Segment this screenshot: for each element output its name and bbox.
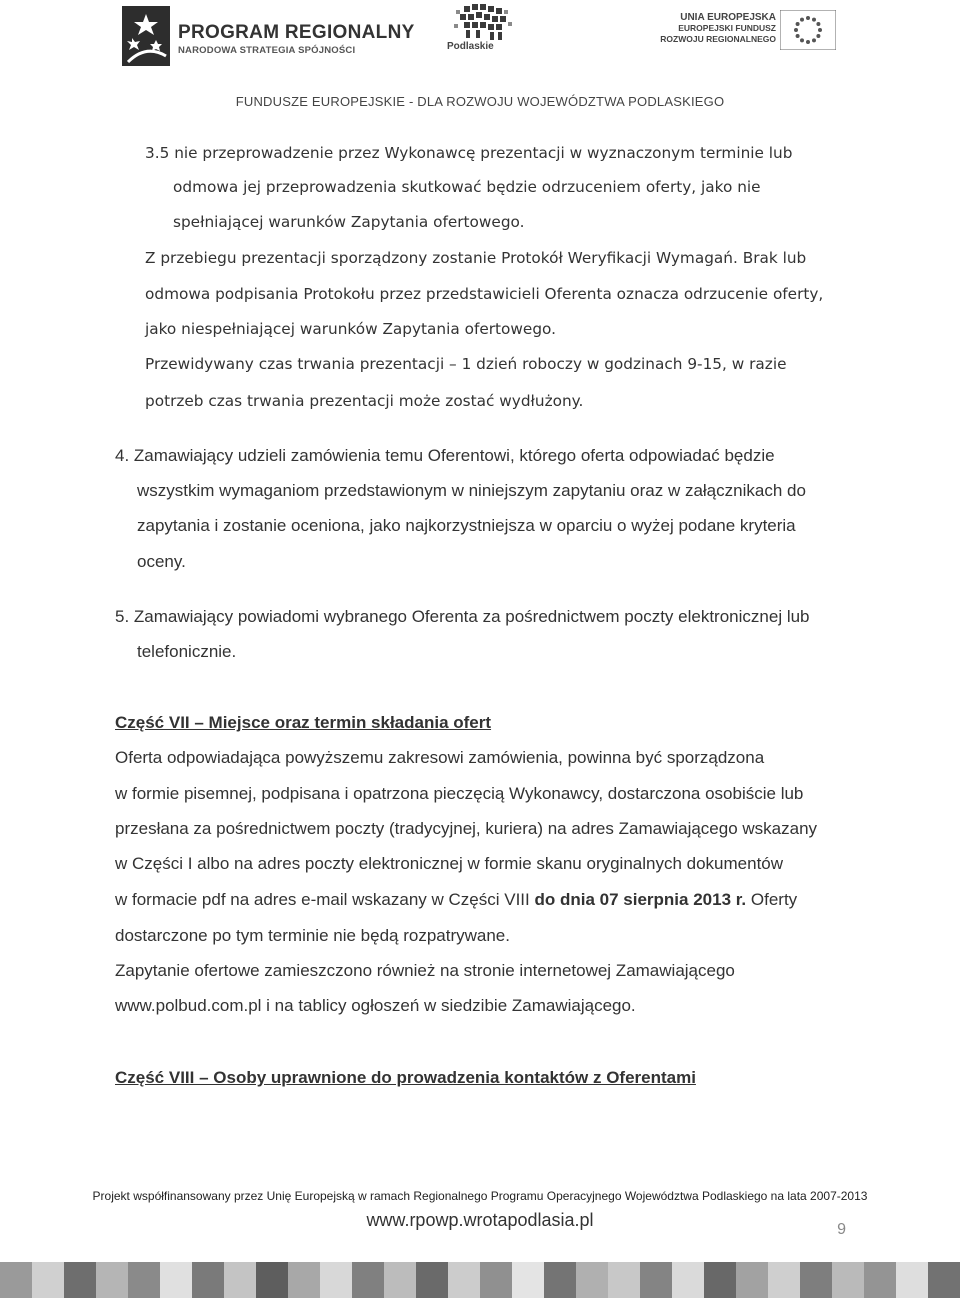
- item4-line-3: zapytania i zostanie oceniona, jako najkorzystniejsza w oparciu o wyżej podane kryteria: [137, 516, 796, 535]
- item35-line-2: odmowa jej przeprowadzenia skutkować będzie odrzuceniem oferty, jako nie: [173, 178, 761, 196]
- footer-cofinancing-note: Projekt współfinansowany przez Unię Europejską w ramach Regionalnego Programu Operacyjnego Województwa Podlaskiego na lata 2007-2013: [92, 1189, 868, 1203]
- section7-line-5: [115, 889, 797, 911]
- item4-line-2: wszystkim wymaganiom przedstawionym w niniejszym zapytaniu oraz w załącznikach do: [137, 481, 806, 500]
- item35-line-6: jako niespełniającej warunków Zapytania ofertowego.: [145, 320, 556, 338]
- section7-line-5-pre: w formacie pdf na adres e-mail wskazany w Części VIII: [115, 890, 530, 909]
- section7-line-3: przesłana za pośrednictwem poczty (tradycyjnej, kuriera) na adres Zamawiającego wskazany: [115, 819, 818, 838]
- item35-line-5: odmowa podpisania Protokołu przez przedstawicieli Oferenta oznacza odrzucenie oferty,: [145, 285, 824, 303]
- eu-logo: [656, 10, 836, 60]
- item35-line-4: Z przebiegu prezentacji sporządzony zostanie Protokół Weryfikacji Wymagań. Brak lub: [145, 249, 807, 267]
- section7-heading: Część VII – Miejsce oraz termin składania ofert: [115, 713, 492, 732]
- header-tagline: FUNDUSZE EUROPEJSKIE - DLA ROZWOJU WOJEWÓDZTWA PODLASKIEGO: [235, 94, 725, 109]
- section7-line-5-post: Oferty: [750, 890, 798, 909]
- logo-mid-caption: Podlaskie: [447, 41, 494, 52]
- section7-line-8: www.polbud.com.pl i na tablicy ogłoszeń w siedzibie Zamawiającego.: [115, 996, 636, 1015]
- section7-line-7: Zapytanie ofertowe zamieszczono również na stronie internetowej Zamawiającego: [115, 961, 735, 980]
- item35-line-1: 3.5 nie przeprowadzenie przez Wykonawcę prezentacji w wyznaczonym terminie lub: [145, 144, 793, 162]
- item4-line-4: oceny.: [137, 552, 186, 571]
- program-regionalny-logo: [118, 4, 415, 70]
- section7-line-4: w Części I albo na adres poczty elektronicznej w formie skanu oryginalnych dokumentów: [115, 854, 784, 873]
- eu-logo-text: [660, 12, 776, 45]
- eu-line-2: EUROPEJSKI FUNDUSZ: [678, 23, 776, 33]
- section7-line-6: dostarczone po tym terminie nie będą rozpatrywane.: [115, 926, 510, 945]
- section7-line-1: Oferta odpowiadająca powyższemu zakresowi zamówienia, powinna być sporządzona: [115, 748, 765, 767]
- item5-line-2: telefonicznie.: [137, 642, 237, 661]
- logo-left-title: PROGRAM REGIONALNY: [178, 22, 415, 43]
- item4-line-1: 4. Zamawiający udzieli zamówienia temu Oferentowi, którego oferta odpowiadać będzie: [115, 446, 775, 465]
- section7-line-2: w formie pisemnej, podpisana i opatrzona pieczęcią Wykonawcy, dostarczona osobiście lub: [115, 784, 804, 803]
- deadline-date: do dnia 07 sierpnia 2013 r.: [534, 890, 747, 909]
- program-regionalny-emblem-icon: [118, 4, 174, 70]
- section8-heading: Część VIII – Osoby uprawnione do prowadzenia kontaktów z Oferentami: [115, 1068, 696, 1087]
- item35-line-7: Przewidywany czas trwania prezentacji – 1 dzień roboczy w godzinach 9-15, w razie: [145, 355, 787, 373]
- item35-line-8: potrzeb czas trwania prezentacji może zostać wydłużony.: [145, 392, 584, 410]
- eu-line-1: UNIA EUROPEJSKA: [680, 12, 776, 23]
- eu-line-3: ROZWOJU REGIONALNEGO: [660, 34, 776, 44]
- bison-icon: [442, 0, 522, 42]
- eu-flag-icon: [780, 10, 836, 50]
- footer-stripe: [0, 1262, 960, 1298]
- footer-url[interactable]: www.rpowp.wrotapodlasia.pl: [366, 1210, 594, 1230]
- podlaskie-logo: [442, 0, 522, 58]
- item35-line-3: spełniającej warunków Zapytania ofertowego.: [173, 213, 525, 231]
- logo-left-subtitle: NARODOWA STRATEGIA SPÓJNOŚCI: [178, 45, 356, 56]
- page-number: 9: [837, 1221, 846, 1238]
- item5-line-1: 5. Zamawiający powiadomi wybranego Oferenta za pośrednictwem poczty elektronicznej lub: [115, 607, 810, 626]
